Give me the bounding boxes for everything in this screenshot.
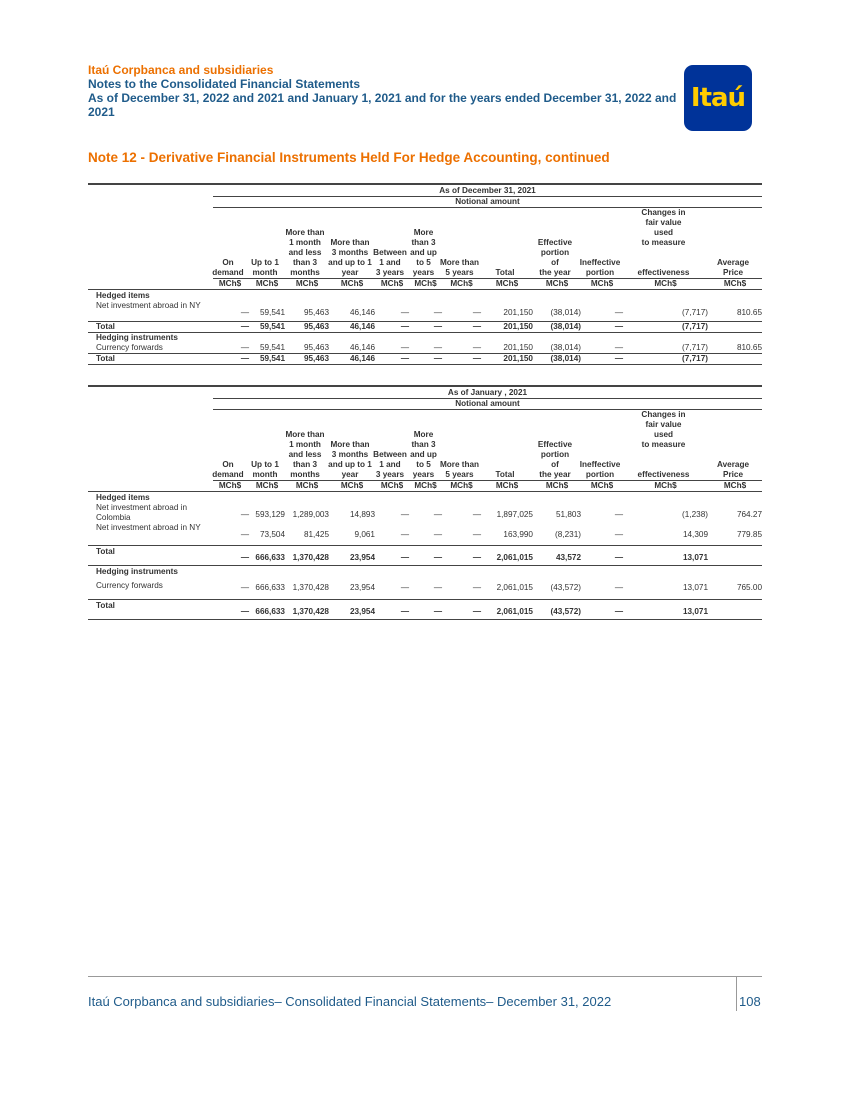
table-cell: (38,014) (550, 354, 581, 363)
column-header: 5 years (445, 268, 474, 277)
table-cell: — (614, 354, 623, 363)
table-cell: 201,150 (503, 343, 533, 352)
table-cell: — (472, 354, 481, 363)
column-header: used (653, 430, 674, 439)
column-header: More than (285, 228, 325, 237)
header-bottom-rule (88, 491, 762, 492)
table-cell: — (614, 583, 623, 592)
table-cell: — (240, 354, 249, 363)
table-cell: (43,572) (550, 607, 581, 616)
column-header: Price (722, 268, 744, 277)
row-label: Total (96, 322, 115, 331)
column-header: 3 years (375, 268, 405, 277)
table-cell: (43,572) (550, 583, 581, 592)
column-header: to 5 (416, 460, 431, 469)
footer-page-divider (736, 976, 737, 1011)
rule-line (88, 599, 762, 600)
column-header: Total (495, 268, 515, 277)
table-cell: 23,954 (349, 583, 375, 592)
table-cell: (8,231) (555, 530, 581, 539)
table-cell: 666,633 (255, 583, 285, 592)
rule-line (88, 545, 762, 546)
table-cell: 59,541 (259, 308, 285, 317)
column-header: and less (288, 450, 322, 459)
table-cell: 163,990 (503, 530, 533, 539)
column-header: year (341, 268, 359, 277)
table-cell: — (472, 607, 481, 616)
column-header: months (290, 470, 320, 479)
unit-label: MCh$ (414, 481, 437, 490)
table-cell: — (614, 510, 623, 519)
document-header (88, 63, 688, 119)
table-cell: — (614, 530, 623, 539)
itau-logo (684, 65, 752, 131)
column-header: Average (716, 460, 749, 469)
table-cell: — (472, 510, 481, 519)
table-cell: — (614, 322, 623, 331)
unit-label: MCh$ (340, 481, 364, 490)
section-label: Hedged items (96, 291, 150, 300)
unit-label: MCh$ (495, 279, 519, 288)
column-header: Ineffective (579, 258, 621, 267)
row-label: Currency forwards (96, 343, 163, 352)
unit-label: MCh$ (654, 481, 677, 490)
table-cell: — (433, 583, 442, 592)
column-header: On (222, 460, 234, 469)
table-cell: 1,370,428 (292, 553, 329, 562)
unit-label: MCh$ (590, 481, 614, 490)
column-header: used (653, 228, 674, 237)
table-cell: (7,717) (682, 322, 708, 331)
table-cell: — (240, 530, 249, 539)
column-header: 5 years (445, 470, 474, 479)
table-cell: — (433, 607, 442, 616)
table-caption: As of December 31, 2021 (439, 186, 536, 195)
table-cell: 43,572 (555, 553, 581, 562)
table-subcaption: Notional amount (455, 399, 520, 408)
column-header: and up to 1 (328, 460, 372, 469)
table-cell: (1,238) (682, 510, 708, 519)
table-cell: 201,150 (503, 308, 533, 317)
header-bottom-rule (88, 289, 762, 290)
table-cell: 13,071 (682, 583, 708, 592)
row-label: Total (96, 601, 115, 610)
table-cell: 46,146 (349, 343, 375, 352)
table-cell: — (240, 607, 249, 616)
table-cell: 666,633 (255, 607, 285, 616)
column-header: More (413, 228, 434, 237)
column-header: month (252, 268, 278, 277)
column-header: Total (495, 470, 515, 479)
company-name: Itaú Corpbanca and subsidiaries (88, 63, 274, 77)
table-cell: 51,803 (555, 510, 581, 519)
column-header: More than (330, 238, 370, 247)
column-header: than 3 (292, 258, 318, 267)
column-header: to 5 (416, 258, 431, 267)
table-cell: — (400, 530, 409, 539)
unit-label: MCh$ (545, 481, 569, 490)
table-cell: 9,061 (354, 530, 375, 539)
column-header: demand (212, 268, 244, 277)
table-cell: (38,014) (550, 343, 581, 352)
table-cell: — (433, 343, 442, 352)
column-header: Changes in (641, 410, 686, 419)
table-cell: 14,893 (349, 510, 375, 519)
unit-label: MCh$ (414, 279, 437, 288)
table-cell: — (240, 322, 249, 331)
column-header: month (252, 470, 278, 479)
derivatives-table-2021 (88, 183, 762, 363)
column-header: Ineffective (579, 460, 621, 469)
unit-label: MCh$ (450, 481, 473, 490)
column-header: the year (539, 268, 571, 277)
column-header: Effective (537, 238, 573, 247)
column-header: effectiveness (637, 470, 690, 479)
column-header: months (290, 268, 320, 277)
table-cell: 46,146 (349, 354, 375, 363)
table-cell: 95,463 (303, 354, 329, 363)
table-subcaption: Notional amount (455, 197, 520, 206)
table-cell: — (614, 607, 623, 616)
column-header: portion (585, 470, 615, 479)
column-header: More than (439, 460, 480, 469)
table-cell: (7,717) (682, 343, 708, 352)
unit-label: MCh$ (340, 279, 364, 288)
table-cell: 59,541 (259, 343, 285, 352)
table-cell: — (472, 343, 481, 352)
page-number: 108 (739, 994, 761, 1009)
column-header: portion (540, 248, 570, 257)
table-cell: 46,146 (349, 308, 375, 317)
table-cell: 810.65 (736, 308, 762, 317)
column-header: than 3 (292, 460, 318, 469)
table-cell: 1,289,003 (292, 510, 329, 519)
unit-label: MCh$ (654, 279, 677, 288)
table-cell: 2,061,015 (496, 583, 533, 592)
table-cell: 59,541 (259, 322, 285, 331)
table-cell: — (472, 530, 481, 539)
table-cell: — (400, 553, 409, 562)
column-header: to measure (641, 440, 686, 449)
table-cell: — (433, 354, 442, 363)
table-cell: 810.65 (736, 343, 762, 352)
table-cell: 95,463 (303, 343, 329, 352)
table-cell: — (400, 308, 409, 317)
row-label: Total (96, 354, 115, 363)
table-top-rule (88, 183, 762, 185)
table-cell: 73,504 (259, 530, 285, 539)
unit-label: MCh$ (380, 279, 404, 288)
column-header: the year (539, 470, 571, 479)
table-cell: 2,061,015 (496, 607, 533, 616)
table-cell: — (240, 343, 249, 352)
table-cell: 95,463 (303, 308, 329, 317)
column-header: Up to 1 (251, 460, 279, 469)
table-cell: 46,146 (349, 322, 375, 331)
row-label: Net investment abroad in Colombia (96, 503, 188, 522)
column-header: Up to 1 (251, 258, 279, 267)
column-header: More (413, 430, 434, 439)
table-caption: As of January , 2021 (447, 388, 528, 397)
row-label: Net investment abroad in NY (96, 301, 201, 310)
notes-title: Notes to the Consolidated Financial Statements (88, 77, 361, 91)
table-cell: — (472, 308, 481, 317)
table-cell: — (433, 308, 442, 317)
column-header: year (341, 470, 359, 479)
table-cell: — (400, 510, 409, 519)
column-header: and up to 1 (328, 258, 372, 267)
table-cell: — (240, 553, 249, 562)
table-cell: (38,014) (550, 308, 581, 317)
table-cell: — (433, 322, 442, 331)
unit-label: MCh$ (255, 481, 279, 490)
derivatives-table-jan-2021 (88, 385, 762, 615)
unit-label: MCh$ (218, 279, 242, 288)
table-cell: — (614, 343, 623, 352)
table-top-rule (88, 385, 762, 387)
column-header: and up (410, 248, 437, 257)
column-header: Between (373, 450, 407, 459)
column-header: 1 and (379, 258, 401, 267)
table-cell: 666,633 (255, 553, 285, 562)
table-cell: — (614, 553, 623, 562)
table-cell: 95,463 (303, 322, 329, 331)
column-header: 3 months (331, 248, 369, 257)
table-cell: — (472, 583, 481, 592)
unit-label: MCh$ (295, 279, 319, 288)
table-cell: 765.00 (736, 583, 762, 592)
unit-label: MCh$ (723, 481, 747, 490)
row-label: Currency forwards (96, 581, 163, 590)
unit-label: MCh$ (380, 481, 404, 490)
column-header: of (551, 460, 559, 469)
row-label: Net investment abroad in NY (96, 523, 201, 532)
column-header: 1 month (289, 440, 321, 449)
column-header: effectiveness (637, 268, 690, 277)
column-header: and less (288, 248, 322, 257)
column-header: 1 and (379, 460, 401, 469)
table-cell: 23,954 (349, 553, 375, 562)
column-header: More than (285, 430, 325, 439)
table-cell: — (472, 553, 481, 562)
table-cell: 59,541 (259, 354, 285, 363)
table-cell: — (240, 510, 249, 519)
column-header: Between (373, 248, 407, 257)
column-header: demand (212, 470, 244, 479)
table-cell: — (433, 530, 442, 539)
table-cell: 23,954 (349, 607, 375, 616)
column-header: More than (330, 440, 370, 449)
table-cell: 201,150 (503, 354, 533, 363)
section-label: Hedging instruments (96, 567, 178, 576)
table-bottom-rule (88, 364, 762, 365)
footer-text: Itaú Corpbanca and subsidiaries– Consolidated Financial Statements– December 31, 2022 (88, 994, 612, 1009)
table-cell: (7,717) (682, 308, 708, 317)
unit-label: MCh$ (450, 279, 473, 288)
unit-label: MCh$ (545, 279, 569, 288)
table-cell: — (400, 354, 409, 363)
column-header: Average (716, 258, 749, 267)
table-cell: 201,150 (503, 322, 533, 331)
table-cell: — (240, 308, 249, 317)
column-header: Changes in (641, 208, 686, 217)
table-cell: 13,071 (682, 607, 708, 616)
table-cell: 779.85 (736, 530, 762, 539)
column-header: years (412, 268, 435, 277)
table-bottom-rule (88, 619, 762, 620)
column-header: fair value (645, 218, 682, 227)
table-cell: 593,129 (255, 510, 285, 519)
table-cell: — (400, 322, 409, 331)
table-cell: 764.27 (736, 510, 762, 519)
table-cell: — (472, 322, 481, 331)
table-cell: 2,061,015 (496, 553, 533, 562)
table-cell: 13,071 (682, 553, 708, 562)
note-title: Note 12 - Derivative Financial Instruments Held For Hedge Accounting, continued (88, 150, 610, 165)
row-label: Total (96, 547, 115, 556)
logo-text: Itaú (690, 83, 746, 113)
column-header: and up (410, 450, 437, 459)
table-cell: 14,309 (682, 530, 708, 539)
table-cell: — (433, 553, 442, 562)
footer-divider (88, 976, 762, 977)
table-cell: (38,014) (550, 322, 581, 331)
table-cell: 1,370,428 (292, 583, 329, 592)
column-header: than 3 (411, 238, 436, 247)
column-header: 3 months (331, 450, 369, 459)
unit-label: MCh$ (723, 279, 747, 288)
table-cell: 1,370,428 (292, 607, 329, 616)
unit-label: MCh$ (255, 279, 279, 288)
column-header: years (412, 470, 435, 479)
unit-label: MCh$ (590, 279, 614, 288)
column-header: portion (540, 450, 570, 459)
section-label: Hedging instruments (96, 333, 178, 342)
section-label: Hedged items (96, 493, 150, 502)
unit-label: MCh$ (495, 481, 519, 490)
column-header: More than (439, 258, 480, 267)
column-header: 3 years (375, 470, 405, 479)
rule-line (88, 332, 762, 333)
rule-line (88, 565, 762, 566)
table-cell: — (433, 510, 442, 519)
column-header: of (551, 258, 559, 267)
column-header: than 3 (411, 440, 436, 449)
table-cell: — (400, 607, 409, 616)
table-cell: 81,425 (303, 530, 329, 539)
table-cell: — (400, 343, 409, 352)
table-cell: 1,897,025 (496, 510, 533, 519)
column-header: On (222, 258, 234, 267)
unit-label: MCh$ (295, 481, 319, 490)
table-cell: (7,717) (682, 354, 708, 363)
column-header: Effective (537, 440, 573, 449)
unit-label: MCh$ (218, 481, 242, 490)
table-cell: — (614, 308, 623, 317)
column-header: fair value (645, 420, 682, 429)
table-cell: — (400, 583, 409, 592)
column-header: portion (585, 268, 615, 277)
column-header: Price (722, 470, 744, 479)
table-cell: — (240, 583, 249, 592)
period-text: As of December 31, 2022 and 2021 and January 1, 2021 and for the years ended December 31, 2022 and 2021 (88, 91, 677, 119)
column-header: to measure (641, 238, 686, 247)
column-header: 1 month (289, 238, 321, 247)
